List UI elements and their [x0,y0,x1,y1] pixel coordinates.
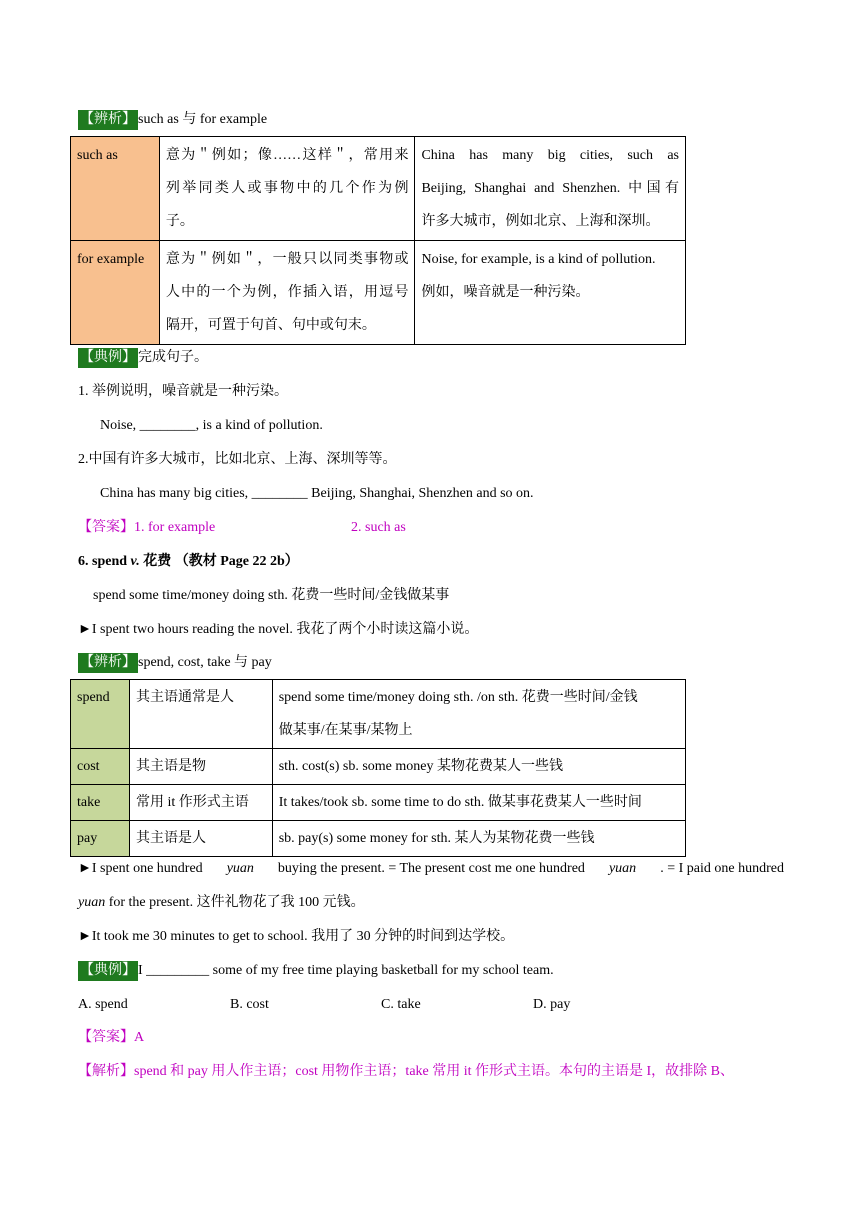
analysis-title: such as 与 for example [138,112,268,127]
example-heading-2 [78,961,554,981]
yuan-word: yuan [608,861,637,876]
table-subject-cell: 其主语是人 [129,821,272,857]
analysis-heading-1 [78,110,267,130]
table-row [71,241,686,345]
answer-line-1 [78,518,215,538]
answer-tag: 【答案】 [78,1030,134,1045]
example-sentence-yuan [78,859,784,879]
table-key-cell: take [71,785,130,821]
example-line: China has many big cities, such as [421,148,679,163]
table-usage-cell: sth. cost(s) sb. some money 某物花费某人一些钱 [272,749,685,785]
question-1-en: Noise, ________, is a kind of pollution. [100,418,323,433]
comparison-table-such-as [70,136,686,345]
table-subject-cell: 其主语通常是人 [129,680,272,749]
meaning-line: 意为＂例如＂，一般只以同类事物或 [165,252,409,267]
section-6-number: 6. spend [78,554,131,569]
table-key-cell: spend [71,680,130,749]
option-c: C. take [381,997,421,1012]
table-key-cell: for example [71,241,160,345]
usage-line: spend some time/money doing sth. /on sth. 花费一些时间/金钱 [278,690,638,705]
option-d: D. pay [533,997,571,1012]
question-2-en: China has many big cities, ________ Beijing, Shanghai, Shenzhen and so on. [100,486,534,501]
answer-1: 1. for example [134,520,216,535]
part-of-speech: v. [130,554,140,569]
comparison-table-spend [70,679,686,857]
yuan-line2: for the present. 这件礼物花了我 100 元钱。 [105,895,365,910]
section-6-title: 花费 （教材 Page 22 2b） [139,554,299,569]
example-sentence-took: ►It took me 30 minutes to get to school. 我用了 30 分钟的时间到达学校。 [78,929,515,944]
question-1-cn: 1. 举例说明，噪音就是一种污染。 [78,384,288,399]
example-question: I _________ some of my free time playing basketball for my school team. [138,963,554,978]
meaning-line: 隔开，可置于句首、句中或句末。 [165,318,376,333]
meaning-line: 意为＂例如；像……这样＂，常用来 [165,148,409,163]
table-subject-cell: 常用 it 作形式主语 [129,785,272,821]
table-meaning-cell [159,241,415,345]
analysis-line [78,1062,734,1082]
answer-value: A [134,1030,145,1045]
yuan-word: yuan [226,861,254,876]
analysis-text: spend 和 pay 用人作主语；cost 用物作主语；take 常用 it 作形式主语。本句的主语是 I，故排除 B、 [134,1064,735,1079]
yuan-word: yuan [78,895,106,910]
question-2-cn: 2.中国有许多大城市，比如北京、上海、深圳等等。 [78,452,397,467]
usage-line: 做某事/在某事/某物上 [278,723,413,738]
table-subject-cell: 其主语是物 [129,749,272,785]
table-row [71,137,686,241]
table-usage-cell: sb. pay(s) some money for sth. 某人为某物花费一些钱 [272,821,685,857]
answer-tag: 【答案】 [78,520,134,535]
yuan-part-c: . = I paid one hundred [660,861,784,876]
usage-line: spend some time/money doing sth. 花费一些时间/金钱做某事 [93,588,450,603]
example-instruction: 完成句子。 [138,350,208,365]
example-heading-1 [78,348,208,368]
option-a: A. spend [78,997,128,1012]
analysis-tag: 【辨析】 [78,653,138,673]
table-row [71,821,686,857]
example-line: 许多大城市，例如北京、上海和深圳。 [421,214,660,229]
analysis-tag: 【辨析】 [78,110,138,130]
table-meaning-cell [159,137,415,241]
example-line: Noise, for example, is a kind of pollution. [421,252,656,267]
example-tag: 【典例】 [78,961,138,981]
yuan-part-b: buying the present. = The present cost me one hundred [277,861,585,876]
table-row [71,749,686,785]
analysis-tag: 【解析】 [78,1064,134,1079]
table-usage-cell [272,680,685,749]
table-row [71,680,686,749]
example-line: Beijing, Shanghai and Shenzhen. 中国有 [421,181,679,196]
yuan-part-a: ►I spent one hundred [78,861,203,876]
table-example-cell [415,137,686,241]
example-sentence: ►I spent two hours reading the novel. 我花了两个小时读这篇小说。 [78,622,479,637]
meaning-line: 人中的一个为例，作插入语，用逗号 [165,285,409,300]
table-row [71,785,686,821]
analysis-heading-2 [78,653,272,673]
example-sentence-yuan-line2 [78,893,365,913]
table-key-cell: cost [71,749,130,785]
table-key-cell: such as [71,137,160,241]
section-6-heading [78,552,299,572]
analysis-title: spend, cost, take 与 pay [138,655,272,670]
answer-2: 2. such as [351,520,406,535]
example-tag: 【典例】 [78,348,138,368]
example-line: 例如，噪音就是一种污染。 [421,285,590,300]
table-key-cell: pay [71,821,130,857]
table-usage-cell: It takes/took sb. some time to do sth. 做某事花费某人一些时间 [272,785,685,821]
meaning-line: 子。 [165,214,194,229]
meaning-line: 列举同类人或事物中的几个作为例 [165,181,409,196]
answer-line-2 [78,1028,144,1048]
option-b: B. cost [230,997,269,1012]
table-example-cell [415,241,686,345]
